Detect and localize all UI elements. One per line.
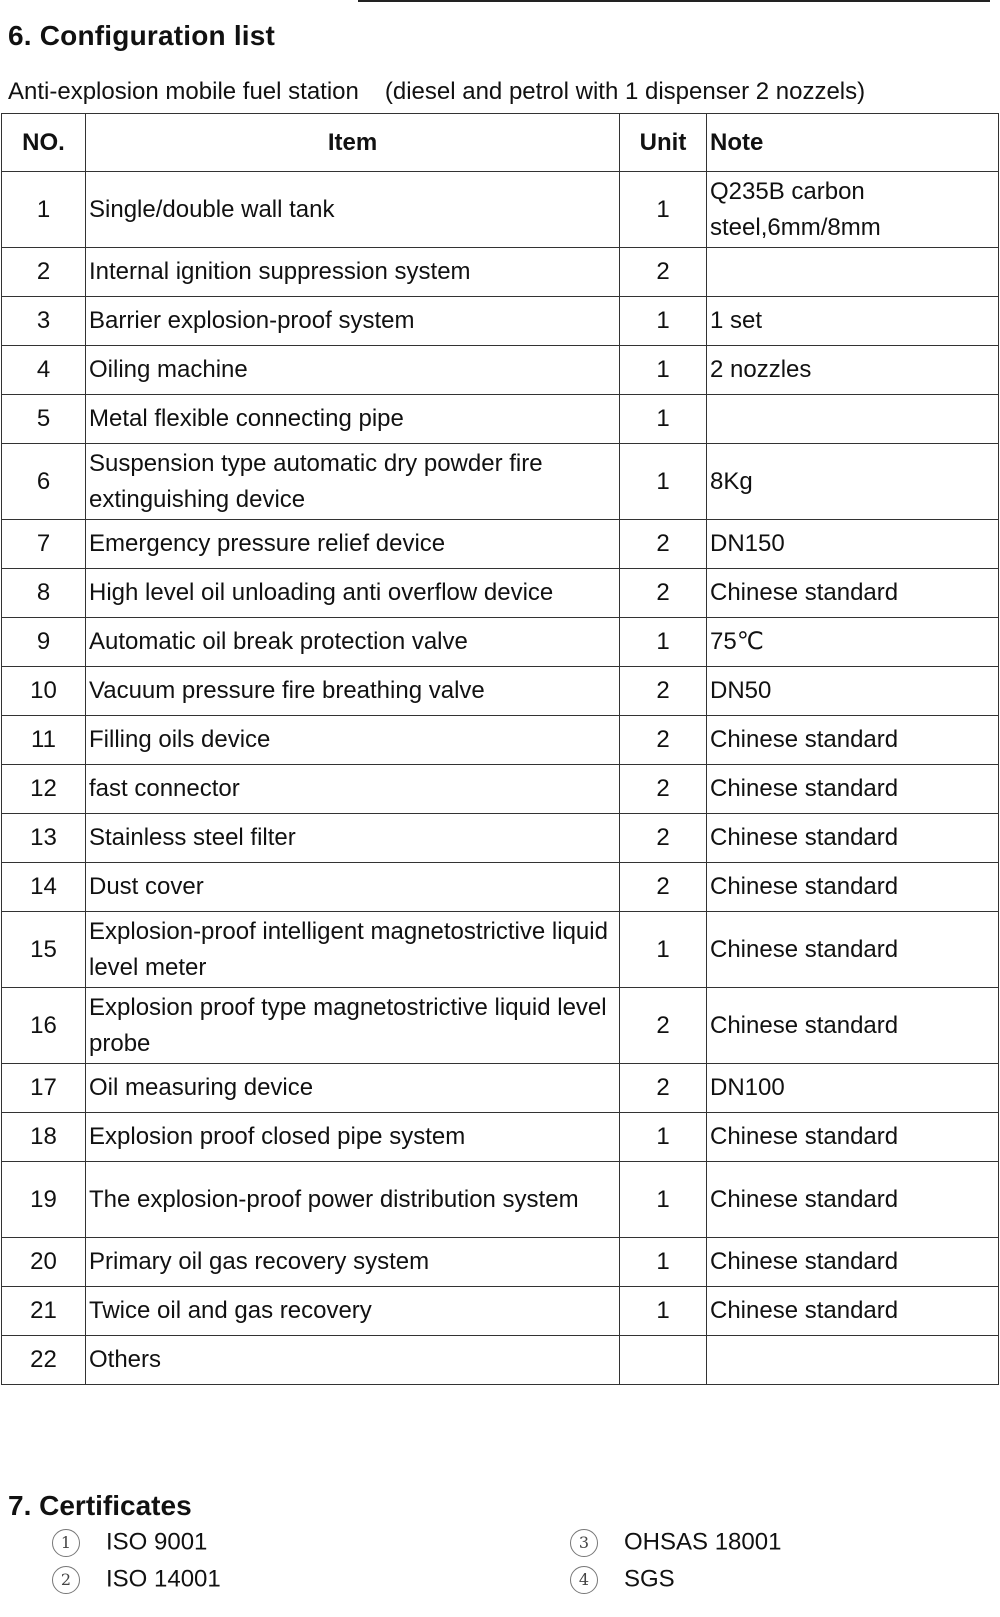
header-note: Note <box>707 114 999 172</box>
row-note <box>707 1336 999 1385</box>
certificate-label: ISO 9001 <box>106 1528 208 1556</box>
row-note: Chinese standard <box>707 863 999 912</box>
row-unit: 1 <box>620 395 707 444</box>
row-unit: 1 <box>620 1162 707 1238</box>
row-unit: 1 <box>620 297 707 346</box>
row-unit: 2 <box>620 1064 707 1113</box>
row-note: 75℃ <box>707 618 999 667</box>
row-unit: 1 <box>620 1287 707 1336</box>
row-number: 21 <box>2 1287 86 1336</box>
row-item: Internal ignition suppression system <box>86 248 620 297</box>
subtitle-product: Anti-explosion mobile fuel station <box>8 78 359 105</box>
row-unit: 2 <box>620 667 707 716</box>
header-unit: Unit <box>620 114 707 172</box>
table-row <box>2 1336 999 1385</box>
table-row <box>2 520 999 569</box>
certificate-label: SGS <box>624 1565 675 1593</box>
row-item: Dust cover <box>86 863 620 912</box>
row-item: Automatic oil break protection valve <box>86 618 620 667</box>
table-row <box>2 1238 999 1287</box>
row-number: 2 <box>2 248 86 297</box>
row-note: 8Kg <box>707 444 999 520</box>
row-note: Chinese standard <box>707 988 999 1064</box>
row-unit: 1 <box>620 346 707 395</box>
row-number: 10 <box>2 667 86 716</box>
row-item: Metal flexible connecting pipe <box>86 395 620 444</box>
row-item: Explosion proof closed pipe system <box>86 1113 620 1162</box>
table-row <box>2 172 999 248</box>
row-item: Barrier explosion-proof system <box>86 297 620 346</box>
row-number: 9 <box>2 618 86 667</box>
row-number: 3 <box>2 297 86 346</box>
table-row <box>2 863 999 912</box>
row-item: High level oil unloading anti overflow device <box>86 569 620 618</box>
row-item: Explosion proof type magnetostrictive liquid level probe <box>86 988 620 1064</box>
row-unit: 1 <box>620 618 707 667</box>
row-number: 22 <box>2 1336 86 1385</box>
row-item: Twice oil and gas recovery <box>86 1287 620 1336</box>
row-number: 19 <box>2 1162 86 1238</box>
table-row <box>2 1064 999 1113</box>
row-item: Others <box>86 1336 620 1385</box>
row-unit: 2 <box>620 988 707 1064</box>
row-unit: 2 <box>620 814 707 863</box>
table-header-row <box>2 114 999 172</box>
top-divider <box>358 0 990 2</box>
row-unit: 1 <box>620 912 707 988</box>
row-unit: 2 <box>620 716 707 765</box>
row-note: DN50 <box>707 667 999 716</box>
row-number: 17 <box>2 1064 86 1113</box>
row-item: Vacuum pressure fire breathing valve <box>86 667 620 716</box>
row-unit: 1 <box>620 1113 707 1162</box>
row-unit: 2 <box>620 765 707 814</box>
row-note: Chinese standard <box>707 716 999 765</box>
row-number: 6 <box>2 444 86 520</box>
table-row <box>2 765 999 814</box>
row-number: 18 <box>2 1113 86 1162</box>
row-number: 4 <box>2 346 86 395</box>
row-number: 13 <box>2 814 86 863</box>
row-unit: 1 <box>620 172 707 248</box>
row-unit <box>620 1336 707 1385</box>
row-item: Explosion-proof intelligent magnetostrictive liquid level meter <box>86 912 620 988</box>
table-row <box>2 912 999 988</box>
row-note: Chinese standard <box>707 912 999 988</box>
row-note: Chinese standard <box>707 1238 999 1287</box>
section-7-heading: 7. Certificates <box>8 1490 192 1521</box>
row-unit: 2 <box>620 569 707 618</box>
row-number: 16 <box>2 988 86 1064</box>
row-note: DN100 <box>707 1064 999 1113</box>
table-row <box>2 444 999 520</box>
certificate-label: ISO 14001 <box>106 1565 221 1593</box>
row-number: 8 <box>2 569 86 618</box>
row-item: Oil measuring device <box>86 1064 620 1113</box>
row-number: 11 <box>2 716 86 765</box>
row-note: Chinese standard <box>707 1113 999 1162</box>
row-item: Stainless steel filter <box>86 814 620 863</box>
row-number: 1 <box>2 172 86 248</box>
circled-number-icon: 2 <box>52 1566 80 1594</box>
row-note: DN150 <box>707 520 999 569</box>
table-subtitle <box>8 78 865 106</box>
row-unit: 2 <box>620 520 707 569</box>
table-row <box>2 988 999 1064</box>
row-note: Chinese standard <box>707 814 999 863</box>
table-row <box>2 1113 999 1162</box>
row-unit: 2 <box>620 248 707 297</box>
row-note: Chinese standard <box>707 765 999 814</box>
row-item: Emergency pressure relief device <box>86 520 620 569</box>
certificate-item <box>570 1528 781 1557</box>
table-row <box>2 297 999 346</box>
table-row <box>2 814 999 863</box>
table-row <box>2 569 999 618</box>
row-unit: 1 <box>620 444 707 520</box>
row-note: Q235B carbon steel,6mm/8mm <box>707 172 999 248</box>
row-number: 14 <box>2 863 86 912</box>
row-item: Single/double wall tank <box>86 172 620 248</box>
row-item: The explosion-proof power distribution system <box>86 1162 620 1238</box>
circled-number-icon: 4 <box>570 1566 598 1594</box>
row-unit: 2 <box>620 863 707 912</box>
certificate-item <box>52 1565 221 1594</box>
configuration-table <box>1 113 999 1385</box>
row-item: Suspension type automatic dry powder fire extinguishing device <box>86 444 620 520</box>
header-no: NO. <box>2 114 86 172</box>
certificate-item <box>570 1565 675 1594</box>
row-number: 7 <box>2 520 86 569</box>
row-note: Chinese standard <box>707 1287 999 1336</box>
table-row <box>2 618 999 667</box>
row-number: 20 <box>2 1238 86 1287</box>
row-note: 1 set <box>707 297 999 346</box>
row-unit: 1 <box>620 1238 707 1287</box>
row-item: Primary oil gas recovery system <box>86 1238 620 1287</box>
row-number: 15 <box>2 912 86 988</box>
table-row <box>2 1162 999 1238</box>
table-row <box>2 667 999 716</box>
row-item: Filling oils device <box>86 716 620 765</box>
header-item: Item <box>86 114 620 172</box>
row-number: 5 <box>2 395 86 444</box>
table-row <box>2 395 999 444</box>
certificate-item <box>52 1528 207 1557</box>
circled-number-icon: 3 <box>570 1529 598 1557</box>
table-row <box>2 1287 999 1336</box>
table-row <box>2 248 999 297</box>
row-note: Chinese standard <box>707 1162 999 1238</box>
subtitle-detail: (diesel and petrol with 1 dispenser 2 nozzels) <box>384 78 866 105</box>
table-row <box>2 716 999 765</box>
row-item: fast connector <box>86 765 620 814</box>
row-note <box>707 248 999 297</box>
section-6-heading: 6. Configuration list <box>8 20 276 51</box>
row-note: Chinese standard <box>707 569 999 618</box>
circled-number-icon: 1 <box>52 1529 80 1557</box>
row-number: 12 <box>2 765 86 814</box>
row-note <box>707 395 999 444</box>
certificate-label: OHSAS 18001 <box>624 1528 782 1556</box>
row-note: 2 nozzles <box>707 346 999 395</box>
row-item: Oiling machine <box>86 346 620 395</box>
table-row <box>2 346 999 395</box>
